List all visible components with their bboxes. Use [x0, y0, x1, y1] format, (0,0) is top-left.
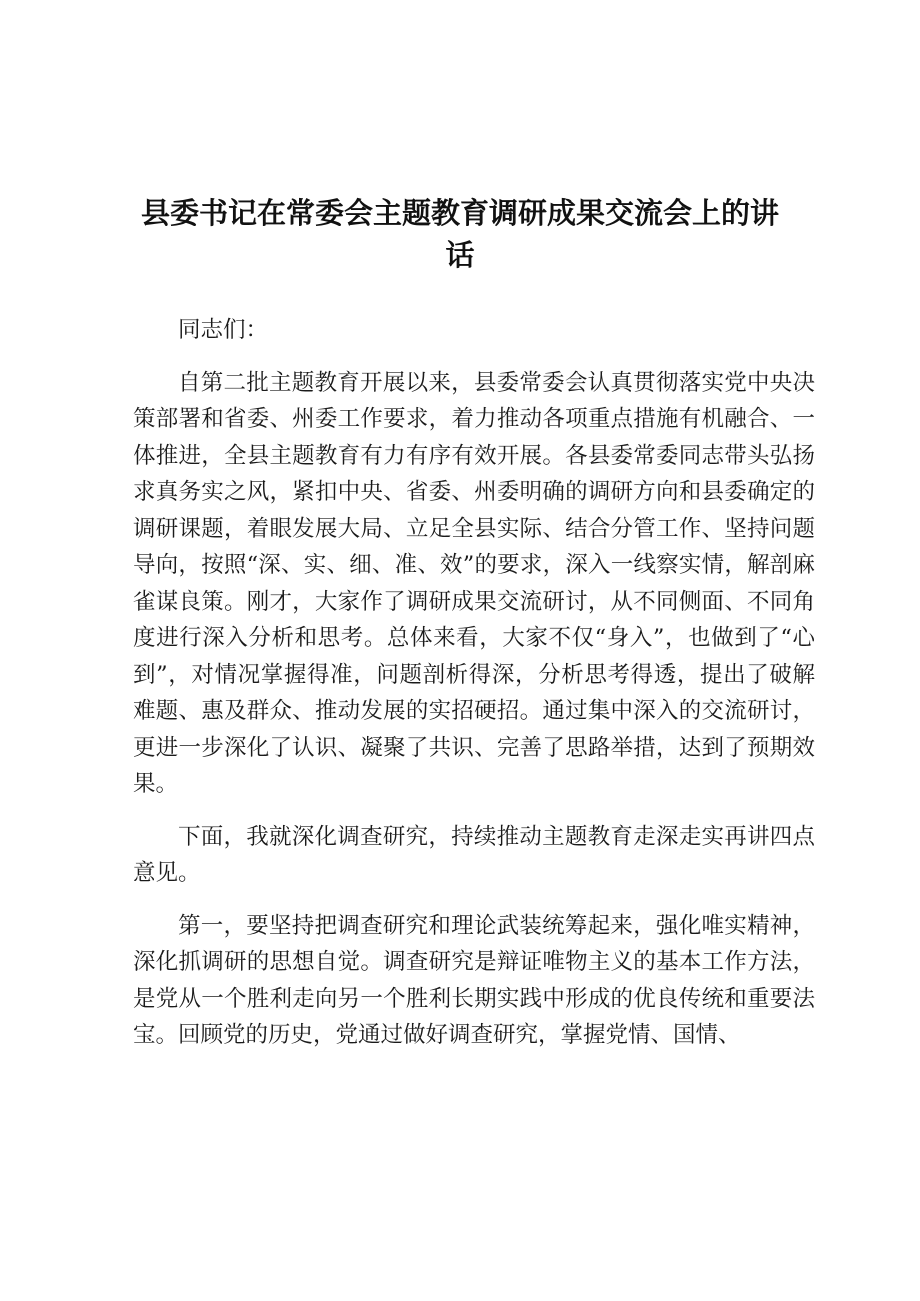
document-body	[133, 312, 815, 1070]
paragraph-intro: 自第二批主题教育开展以来，县委常委会认真贯彻落实党中央决策部署和省委、州委工作要求，着力推动各项重点措施有机融合、一体推进，全县主题教育有力有序有效开展。各县委常委同志带头弘扬求真务实之风，紧扣中央、省委、州委明确的调研方向和县委确定的调研课题，着眼发展大局、立足全县实际、结合分管工作、坚持问题导向，按照“深、实、细、准、效”的要求，深入一线察实情，解剖麻雀谋良策。刚才，大家作了调研成果交流研讨，从不同侧面、不同角度进行深入分析和思考。总体来看，大家不仅“身入”，也做到了“心到”，对情况掌握得准，问题剖析得深，分析思考得透，提出了破解难题、惠及群众、推动发展的实招硬招。通过集中深入的交流研讨，更进一步深化了认识、凝聚了共识、完善了思路举措，达到了预期效果。	[133, 369, 815, 797]
paragraph-transition: 下面，我就深化调查研究，持续推动主题教育走深走实再讲四点意见。	[133, 823, 815, 886]
salutation: 同志们：	[178, 317, 269, 343]
paragraph-point-one: 第一，要坚持把调查研究和理论武装统筹起来，强化唯实精神，深化抓调研的思想自觉。调查研究是辩证唯物主义的基本工作方法，是党从一个胜利走向另一个胜利长期实践中形成的优良传统和重要法宝。回顾党的历史，党通过做好调查研究，掌握党情、国情、	[133, 912, 815, 1048]
document-title: 县委书记在常委会主题教育调研成果交流会上的讲话	[140, 196, 779, 272]
